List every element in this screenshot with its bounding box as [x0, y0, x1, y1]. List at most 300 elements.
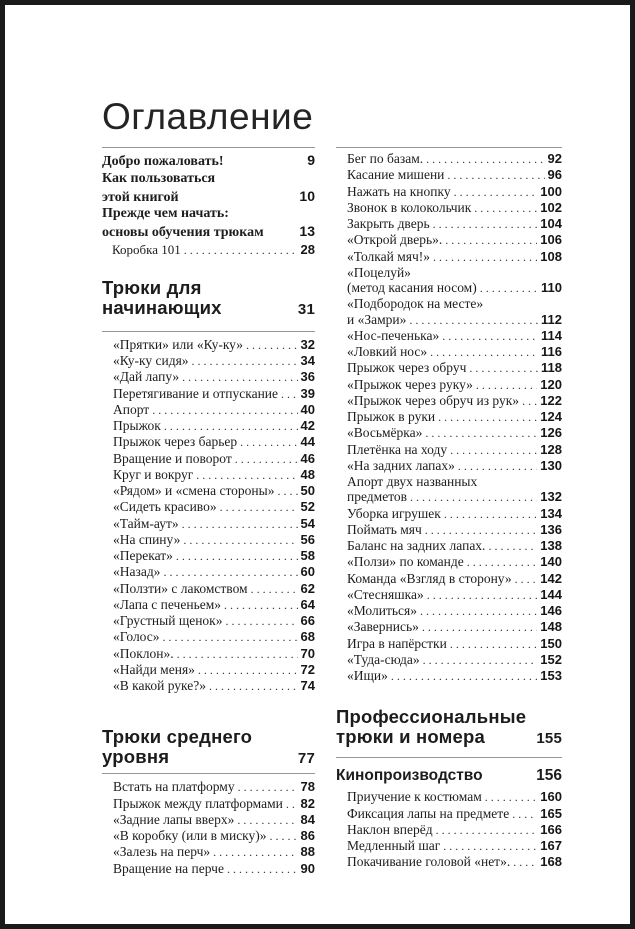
section-rule — [102, 773, 315, 774]
toc-entry-label: Как пользоваться — [102, 170, 216, 186]
section-heading — [102, 727, 315, 769]
toc-entry-page: 116 — [541, 344, 562, 359]
dot-leader — [436, 823, 538, 838]
toc-entry — [102, 828, 315, 844]
toc-entry-label: Прыжок — [113, 418, 161, 434]
toc-entry-label: Игра в напёрстки — [347, 635, 447, 651]
dot-leader — [177, 647, 298, 662]
toc-entry-label: «Нос-печенька» — [347, 327, 440, 343]
toc-entry-page: 46 — [300, 450, 315, 466]
dot-leader — [270, 829, 298, 844]
section-entries — [336, 789, 562, 870]
dot-leader — [426, 152, 544, 167]
dot-leader — [467, 555, 538, 570]
subsection-heading — [336, 766, 562, 785]
toc-entry-label: «Ползти» с лакомством — [113, 580, 248, 596]
toc-entry-page: 88 — [300, 844, 315, 860]
toc-entry — [336, 312, 562, 328]
toc-entry — [102, 242, 315, 258]
dot-leader — [438, 410, 537, 425]
toc-entry-label: «Лапа с печеньем» — [113, 596, 222, 612]
dot-leader — [485, 790, 538, 805]
toc-entry-page: 39 — [300, 385, 315, 401]
toc-entry-label: Апорт — [113, 401, 150, 417]
toc-entry-label: «Рядом» и «смена стороны» — [113, 483, 275, 499]
dot-leader — [420, 604, 537, 619]
toc-entry — [336, 587, 562, 603]
dot-leader — [409, 313, 538, 328]
dot-leader — [224, 598, 298, 613]
toc-entry-page: 118 — [541, 360, 562, 376]
dot-leader — [227, 862, 298, 877]
toc-entry-label: этой книгой — [102, 189, 179, 205]
toc-entry-label: «Восьмёрка» — [347, 425, 423, 441]
toc-entry-page: 90 — [300, 860, 315, 876]
toc-entry — [336, 522, 562, 538]
toc-entry — [336, 506, 562, 522]
toc-entry — [336, 636, 562, 652]
toc-entry-page: 100 — [540, 183, 562, 199]
toc-entry-label: «Подбородок на месте» — [347, 296, 484, 312]
toc-entry-page: 132 — [540, 489, 562, 505]
dot-leader — [458, 459, 537, 474]
toc-entry-page: 96 — [547, 167, 562, 183]
front-matter-list — [102, 152, 315, 242]
toc-entry-page: 167 — [540, 838, 562, 853]
dot-leader — [442, 329, 538, 344]
toc-entry-label: Коробка 101 — [112, 241, 181, 257]
toc-entry-label: (метод касания носом) — [347, 280, 477, 295]
dot-leader — [450, 637, 537, 652]
toc-entry — [336, 489, 562, 505]
toc-entry-label: «В какой руке?» — [113, 678, 206, 694]
toc-entry-page: 108 — [540, 248, 562, 264]
toc-entry-page: 44 — [300, 434, 315, 450]
toc-entry-page: 144 — [540, 586, 562, 602]
toc-entry-label: Перетягивание и отпускание — [113, 385, 279, 401]
toc-entry — [336, 652, 562, 668]
toc-entry-label: «Дай лапу» — [113, 369, 180, 385]
toc-entry-page: 58 — [300, 548, 315, 564]
toc-entry — [336, 619, 562, 635]
dot-leader — [225, 614, 297, 629]
toc-entry-label: «Грустный щенок» — [113, 613, 223, 629]
toc-entry — [336, 296, 562, 311]
toc-entry-label: Фиксация лапы на предмете — [347, 805, 510, 821]
section-heading — [102, 278, 315, 320]
toc-entry-page: 153 — [540, 668, 562, 683]
toc-entry-label: «Тайм-аут» — [113, 515, 179, 531]
toc-entry-page: 52 — [300, 499, 315, 515]
toc-entry — [102, 678, 315, 694]
toc-entry-page: 152 — [540, 651, 562, 667]
dot-leader — [220, 500, 298, 515]
dot-leader — [209, 679, 298, 694]
page-title: Оглавление — [102, 96, 314, 137]
dot-leader — [277, 484, 297, 499]
toc-entry-page: 72 — [300, 661, 315, 677]
toc-entry — [336, 458, 562, 474]
continued-entries — [336, 151, 562, 684]
toc-entry-label: Добро пожаловать! — [102, 154, 224, 169]
toc-entry-label: «Поцелуй» — [347, 264, 411, 280]
toc-entry-page: 36 — [300, 369, 315, 385]
toc-entry — [102, 206, 315, 223]
toc-entry-label: «Ползи» по команде — [347, 554, 464, 570]
dot-leader — [447, 168, 544, 183]
toc-entry-page: 84 — [300, 811, 315, 827]
toc-entry — [102, 483, 315, 499]
toc-entry-page: 60 — [300, 564, 315, 580]
toc-entry-page: 34 — [300, 353, 315, 369]
toc-entry-label: «Прыжок через обруч из рук» — [347, 392, 520, 408]
toc-entry — [336, 151, 562, 167]
dot-leader — [476, 378, 537, 393]
toc-entry-label: «Поклон». — [113, 645, 174, 661]
toc-entry — [102, 451, 315, 467]
toc-entry-page: 140 — [540, 554, 562, 570]
toc-entry — [102, 629, 315, 645]
toc-entry — [336, 554, 562, 570]
toc-entry-label: Касание мишени — [347, 167, 445, 183]
toc-entry — [102, 467, 315, 483]
toc-entry-page: 102 — [540, 199, 562, 215]
dot-leader — [454, 185, 538, 200]
toc-entry-page: 128 — [540, 441, 562, 457]
toc-entry — [102, 796, 315, 812]
toc-entry-label: «В коробку (или в миску)» — [113, 828, 267, 844]
dot-leader — [183, 533, 297, 548]
toc-entry-page: 166 — [540, 821, 562, 837]
toc-entry — [336, 200, 562, 216]
toc-entry — [102, 499, 315, 515]
toc-entry-label: Круг и вокруг — [113, 466, 194, 482]
toc-entry-page: 68 — [300, 629, 315, 645]
toc-entry-page: 106 — [540, 232, 562, 248]
toc-entry — [102, 597, 315, 613]
toc-entry — [102, 418, 315, 434]
toc-entry — [336, 280, 562, 296]
toc-entry-label: «Стесняшка» — [347, 586, 424, 602]
toc-entry-page: 150 — [540, 635, 562, 651]
toc-entry-label: Нажать на кнопку — [347, 183, 451, 199]
left-column — [102, 5, 315, 877]
toc-entry — [336, 360, 562, 376]
toc-entry-page: 110 — [541, 280, 562, 295]
toc-entry — [336, 328, 562, 344]
dot-leader — [176, 549, 298, 564]
dot-leader — [213, 845, 297, 860]
toc-entry-page: 112 — [541, 311, 562, 327]
toc-entry — [102, 861, 315, 877]
toc-entry-label: «Завернись» — [347, 619, 419, 635]
toc-entry-page: 146 — [540, 603, 562, 618]
toc-entry-page: 92 — [547, 151, 562, 166]
front-matter-sub-list — [102, 242, 315, 258]
toc-entry-label: «Перекат» — [113, 548, 173, 564]
toc-entry-page: 48 — [300, 466, 315, 482]
dot-leader — [522, 394, 537, 409]
right-column — [336, 5, 562, 871]
toc-entry — [336, 668, 562, 684]
toc-entry-label: Наклон вперёд — [347, 821, 433, 837]
toc-entry-label: «Толкай мяч!» — [347, 248, 431, 264]
dot-leader — [480, 281, 538, 296]
section-professional-tricks — [336, 707, 562, 870]
toc-entry — [336, 377, 562, 393]
section-rule — [336, 757, 562, 758]
dot-leader — [196, 468, 297, 483]
toc-entry — [336, 409, 562, 425]
dot-leader — [163, 565, 297, 580]
toc-entry-label: Бег по базам. — [347, 151, 424, 166]
toc-entry — [102, 337, 315, 353]
section-rule — [102, 331, 315, 332]
title-rule-right — [336, 147, 562, 148]
section-page-number: 77 — [297, 750, 315, 768]
dot-leader — [238, 780, 298, 795]
toc-entry-page: 138 — [540, 538, 562, 553]
toc-entry — [102, 223, 315, 242]
toc-entry-page: 122 — [540, 392, 562, 408]
toc-entry-page: 70 — [300, 645, 315, 661]
section-entries — [102, 337, 315, 695]
toc-entry — [102, 386, 315, 402]
toc-entry — [336, 249, 562, 265]
subsection-title: Кинопроизводство — [336, 767, 483, 785]
toc-entry — [336, 442, 562, 458]
toc-entry — [336, 603, 562, 619]
toc-entry-label: Прыжок в руки — [347, 409, 436, 424]
dot-leader — [425, 523, 538, 538]
toc-entry-page: 86 — [300, 828, 315, 844]
toc-entry — [102, 581, 315, 597]
toc-entry — [102, 779, 315, 795]
toc-entry — [336, 806, 562, 822]
dot-leader — [512, 807, 537, 822]
dot-leader — [450, 443, 537, 458]
dot-leader — [237, 813, 297, 828]
toc-entry-label: Закрыть дверь — [347, 216, 430, 231]
dot-leader — [192, 354, 298, 369]
toc-entry — [336, 232, 562, 248]
toc-entry-label: «Ку-ку сидя» — [113, 353, 189, 369]
toc-entry-label: «Прятки» или «Ку-ку» — [113, 336, 244, 352]
dot-leader — [422, 620, 537, 635]
toc-entry-label: Плетёнка на ходу — [347, 441, 448, 457]
toc-entry-label: Покачивание головой «нет». — [347, 854, 511, 870]
toc-entry-label: предметов — [347, 489, 408, 505]
toc-entry-label: Баланс на задних лапах. — [347, 538, 486, 553]
toc-entry — [336, 425, 562, 441]
dot-leader — [184, 242, 298, 258]
toc-entry — [102, 402, 315, 418]
toc-entry — [102, 662, 315, 678]
dot-leader — [425, 426, 537, 441]
toc-entry — [102, 812, 315, 828]
toc-entry — [336, 838, 562, 854]
toc-entry — [102, 564, 315, 580]
dot-leader — [152, 403, 297, 418]
dot-leader — [246, 338, 298, 353]
section-heading-line-1: Трюки среднего — [102, 726, 253, 748]
toc-entry-label: «Открой дверь». — [347, 232, 443, 248]
dot-leader — [488, 539, 537, 554]
toc-entry-page: 130 — [540, 457, 562, 473]
toc-entry — [102, 353, 315, 369]
toc-entry-page: 82 — [300, 795, 315, 811]
toc-entry — [102, 844, 315, 860]
dot-leader — [182, 517, 298, 532]
toc-entry-label: «Сидеть красиво» — [113, 499, 217, 515]
dot-leader — [281, 387, 298, 402]
toc-entry — [102, 516, 315, 532]
toc-entry — [102, 646, 315, 662]
toc-entry-label: «Залезь на перч» — [113, 844, 211, 860]
toc-entry-page: 168 — [540, 854, 562, 870]
dot-leader — [410, 490, 537, 505]
toc-entry-label: Медленный шаг — [347, 838, 441, 853]
toc-entry-label: «Ловкий нос» — [347, 344, 428, 359]
toc-entry-label: «На задних лапах» — [347, 457, 455, 473]
toc-entry-label: Прежде чем начать: — [102, 206, 229, 222]
toc-entry-page: 42 — [300, 418, 315, 434]
toc-entry-label: Поймать мяч — [347, 521, 422, 537]
toc-entry — [336, 344, 562, 360]
toc-entry — [102, 548, 315, 564]
toc-entry-page: 148 — [540, 619, 562, 635]
toc-entry-label: основы обучения трюкам — [102, 225, 264, 241]
section-heading-line-1: Трюки для — [102, 276, 202, 298]
dot-leader — [433, 217, 538, 232]
toc-entry-page: 124 — [540, 409, 562, 424]
toc-entry-label: «Найди меня» — [113, 661, 195, 677]
toc-entry — [336, 822, 562, 838]
toc-entry-label: Звонок в колокольчик — [347, 199, 472, 215]
subsection-page-number: 156 — [536, 767, 562, 785]
toc-entry-label: Встать на платформу — [113, 779, 235, 795]
dot-leader — [445, 233, 537, 248]
toc-entry — [102, 613, 315, 629]
dot-leader — [474, 201, 537, 216]
title-rule-left — [102, 147, 315, 148]
toc-entry — [336, 393, 562, 409]
section-page-number: 31 — [297, 300, 315, 318]
toc-entry-label: «Голос» — [113, 629, 160, 645]
toc-entry-label: Апорт двух названных — [347, 474, 478, 489]
toc-entry-label: Вращение и поворот — [113, 450, 232, 466]
toc-entry-page: 50 — [300, 483, 315, 499]
toc-entry-page: 160 — [540, 789, 562, 805]
toc-entry-page: 126 — [540, 425, 562, 441]
dot-leader — [444, 507, 537, 522]
toc-entry-page: 62 — [300, 580, 315, 596]
dot-leader — [164, 419, 298, 434]
dot-leader — [251, 582, 298, 597]
toc-entry — [336, 854, 562, 870]
toc-entry-label: Прыжок через барьер — [113, 434, 238, 450]
toc-entry — [102, 369, 315, 385]
toc-entry-page: 74 — [300, 678, 315, 694]
dot-leader — [235, 452, 298, 467]
toc-entry-page: 32 — [300, 336, 315, 352]
toc-entry-page: 136 — [540, 521, 562, 537]
toc-entry-label: Прыжок между платформами — [113, 795, 283, 811]
dot-leader — [182, 370, 297, 385]
toc-entry-page: 9 — [307, 152, 315, 168]
toc-entry-label: Уборка игрушек — [347, 505, 441, 521]
dot-leader — [469, 361, 538, 376]
toc-entry — [102, 188, 315, 207]
section-entries — [102, 779, 315, 877]
toc-entry-page: 66 — [300, 613, 315, 629]
toc-entry-page: 10 — [299, 187, 315, 204]
toc-entry-label: «Молиться» — [347, 603, 417, 618]
toc-entry-page: 28 — [300, 241, 315, 257]
dot-leader — [163, 630, 298, 645]
dot-leader — [391, 669, 537, 684]
toc-entry-label: Вращение на перче — [113, 860, 224, 876]
section-page-number: 155 — [536, 730, 562, 748]
toc-entry-page: 40 — [300, 401, 315, 417]
toc-entry — [102, 152, 315, 171]
section-heading — [336, 707, 562, 749]
section-heading-line-2: начинающих — [102, 296, 222, 318]
toc-entry — [336, 167, 562, 183]
section-heading-line-2: трюки и номера — [336, 726, 486, 748]
toc-entry-page: 134 — [540, 505, 562, 521]
dot-leader — [515, 572, 538, 587]
toc-entry-label: «Задние лапы вверх» — [113, 811, 235, 827]
toc-entry-label: Приучение к костюмам — [347, 789, 482, 805]
toc-entry-page: 142 — [540, 570, 562, 586]
toc-entry-label: «Ищи» — [347, 668, 388, 683]
toc-entry — [102, 532, 315, 548]
toc-entry — [336, 789, 562, 805]
toc-entry-label: «Туда-сюда» — [347, 651, 420, 667]
toc-entry — [336, 216, 562, 232]
toc-entry — [336, 538, 562, 554]
dot-leader — [423, 653, 538, 668]
section-heading-line-2: уровня — [102, 746, 170, 768]
toc-entry — [336, 474, 562, 489]
toc-entry-page: 56 — [300, 531, 315, 547]
dot-leader — [427, 588, 538, 603]
toc-entry-label: Команда «Взгляд в сторону» — [347, 570, 512, 586]
toc-entry-label: «На спину» — [113, 531, 181, 547]
section-beginner-tricks — [102, 278, 315, 695]
dot-leader — [443, 839, 537, 854]
toc-entry-page: 104 — [540, 216, 562, 231]
toc-entry — [102, 434, 315, 450]
toc-entry-label: и «Замри» — [347, 311, 407, 327]
toc-entry — [336, 571, 562, 587]
dot-leader — [286, 797, 298, 812]
toc-entry-label: Прыжок через обруч — [347, 360, 467, 376]
section-intermediate-tricks — [102, 727, 315, 877]
toc-entry-page: 120 — [540, 376, 562, 392]
toc-entry-page: 13 — [299, 223, 315, 240]
dot-leader — [430, 345, 538, 360]
dot-leader — [240, 435, 297, 450]
toc-entry-page: 78 — [300, 779, 315, 795]
toc-entry-label: «Прыжок через руку» — [347, 376, 473, 392]
toc-entry — [336, 265, 562, 280]
toc-entry-page: 64 — [300, 596, 315, 612]
toc-entry-label: «Назад» — [113, 564, 161, 580]
dot-leader — [433, 250, 537, 265]
section-heading-line-1: Профессиональные — [336, 706, 527, 728]
